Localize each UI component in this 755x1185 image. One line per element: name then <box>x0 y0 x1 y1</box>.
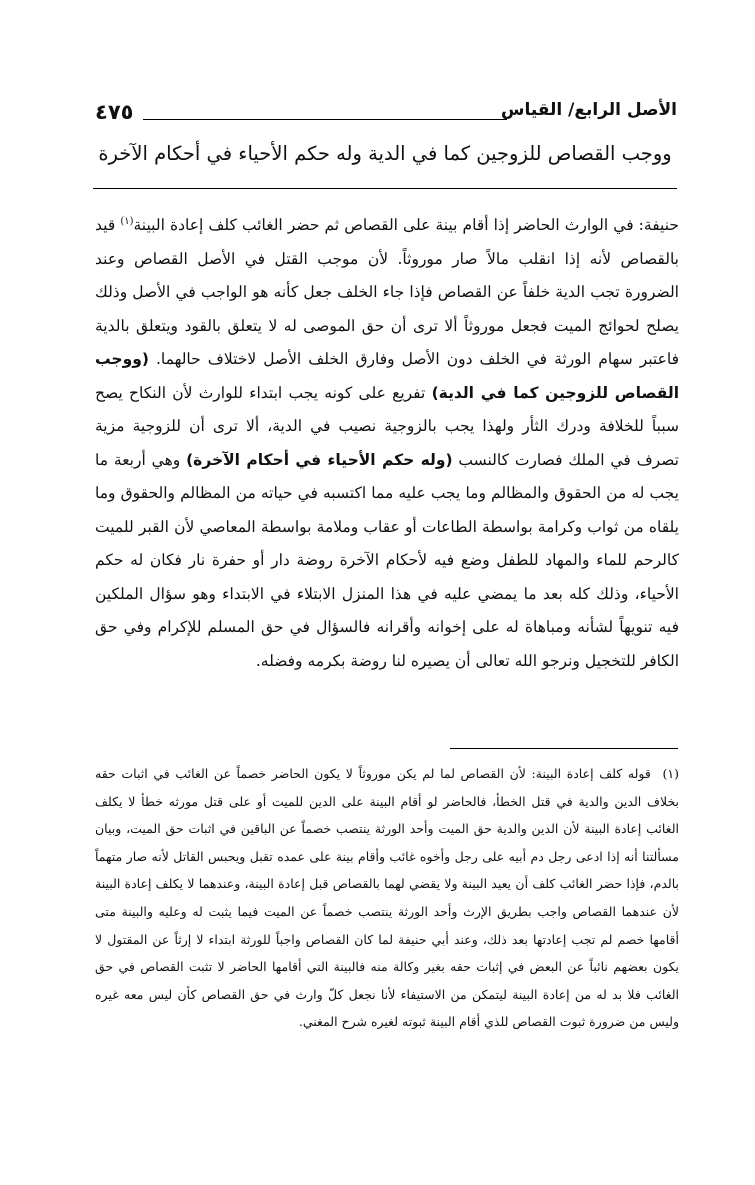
footnote-rule <box>450 748 678 749</box>
footnote-text: قوله كلف إعادة البينة: لأن القصاص لما لم يكن موروثاً لا يكون الحاضر خصماً عن الغائب في اثبات حقه بخلاف الدين والدية في قتل الخطأ، فالحاضر لو أقام البينة على الدين للميت أو على قتل مورثه خطأ لا يكلف الغائب إعادة البينة لأن الدين والدية حق الميت وأحد الورثة ينتصب خصماً عن الباقين في اثبات حق الميت، وبيان مسألتنا أنه إذا ادعى رجل دم أبيه على رجل وأخوه غائب وأقام بينة على عمده تقبل ويحبس القاتل لأنه صار متهماً بالدم، فإذا حضر الغائب كلف أن يعيد البينة ولا يقضي لهما بالقصاص قبل إعادة البينة، وعندهما لا يكلف إعادة البينة لأن عندهما القصاص واجب بطريق الإرث وأحد الورثة ينتصب خصماً عن الميت فيما يثبت له وعليه والبينة متى أقامها خصم لم تجب إعادتها بعد ذلك، وعند أبي حنيفة لما كان القصاص واجباً للورثة ابتداء لا إرثاً عن المقتول لا يكون بعضهم نائباً عن البعض في إثبات حقه بغير وكالة منه فالبينة التي أقامها الحاضر لا تثبت القصاص في حق الغائب فلا بد له من إعادة البينة ليتمكن من الاستيفاء لأنا نجعل كلّ وارث في حق القصاص كأن ليس معه غيره وليس من ضرورة ثبوت القصاص للذي أقام البينة ثبوته لغيره شرح المغني. <box>95 766 679 1030</box>
matn-quote-1: (ووجب القصاص للزوجين كما في الدية) <box>95 350 680 402</box>
main-text-part-2: قيد بالقصاص لأنه إذا انقلب مالاً صار موروثاً. لأن موجب القتل في الأصل القصاص وعند الضرورة تجب الدية خلفاً عن القصاص فإذا جاء الخلف جعل كأنه هو الواجب في الأصل وذلك يصلح لحوائج الميت فجعل موروثاً ألا ترى أن حق الموصى له لا يتعلق بالقود ويتعلق بالدية فاعتبر سهام الورثة في الخلف دون الأصل وفارق الخلف الأصل لاختلاف حالهما. <box>95 216 679 369</box>
main-text-part-4: وهي أربعة ما يجب له من الحقوق والمظالم وما يجب عليه مما اكتسبه في حياته من المظالم والحقوق وما يلقاه من ثواب وكرامة بواسطة الطاعات أو عقاب وملامة بواسطة المعاصي لأن القبر للميت كالرحم للماء والمهاد للطفل وضع فيه لأحكام الآخرة روضة دار أو حفرة نار فكان له حكم الأحياء، وذلك كله بعد ما يمضي عليه في هذا المنزل الابتلاء في الابتداء وهو سؤال الملكين فيه تنويهاً لشأنه ومباهاة له على إخوانه وأقرانه فالسؤال في حق المسلم للإكرام وفي حق الكافر للتخجيل ونرجو الله تعالى أن يصيره لنا روضة بكرمه وفضله. <box>95 450 679 670</box>
footnote <box>95 760 679 1036</box>
main-text <box>95 205 679 678</box>
page-number: ٤٧٥ <box>95 100 134 124</box>
header-rule <box>143 119 507 120</box>
section-heading: ووجب القصاص للزوجين كما في الدية وله حكم الأحياء في أحكام الآخرة <box>98 142 672 165</box>
running-title: الأصل الرابع/ القياس <box>501 100 677 120</box>
main-text-part-3: تفريع على كونه يجب ابتداء للوارث لأن النكاح يصح سبباً للخلافة ودرك الثأر ولهذا يجب بالزوجية نصيب في الدية، ألا ترى أن للزوجية مزية تصرف في الملك فصارت كالنسب <box>95 383 679 469</box>
footnote-reference: (١) <box>120 216 134 227</box>
heading-rule <box>93 188 677 189</box>
page-header <box>95 100 677 134</box>
main-text-part-1: حنيفة: في الوارث الحاضر إذا أقام بينة على القصاص ثم حضر الغائب كلف إعادة البينة <box>133 216 679 235</box>
footnote-number: (١) <box>662 766 679 781</box>
matn-quote-2: (وله حكم الأحياء في أحكام الآخرة) <box>186 450 453 469</box>
